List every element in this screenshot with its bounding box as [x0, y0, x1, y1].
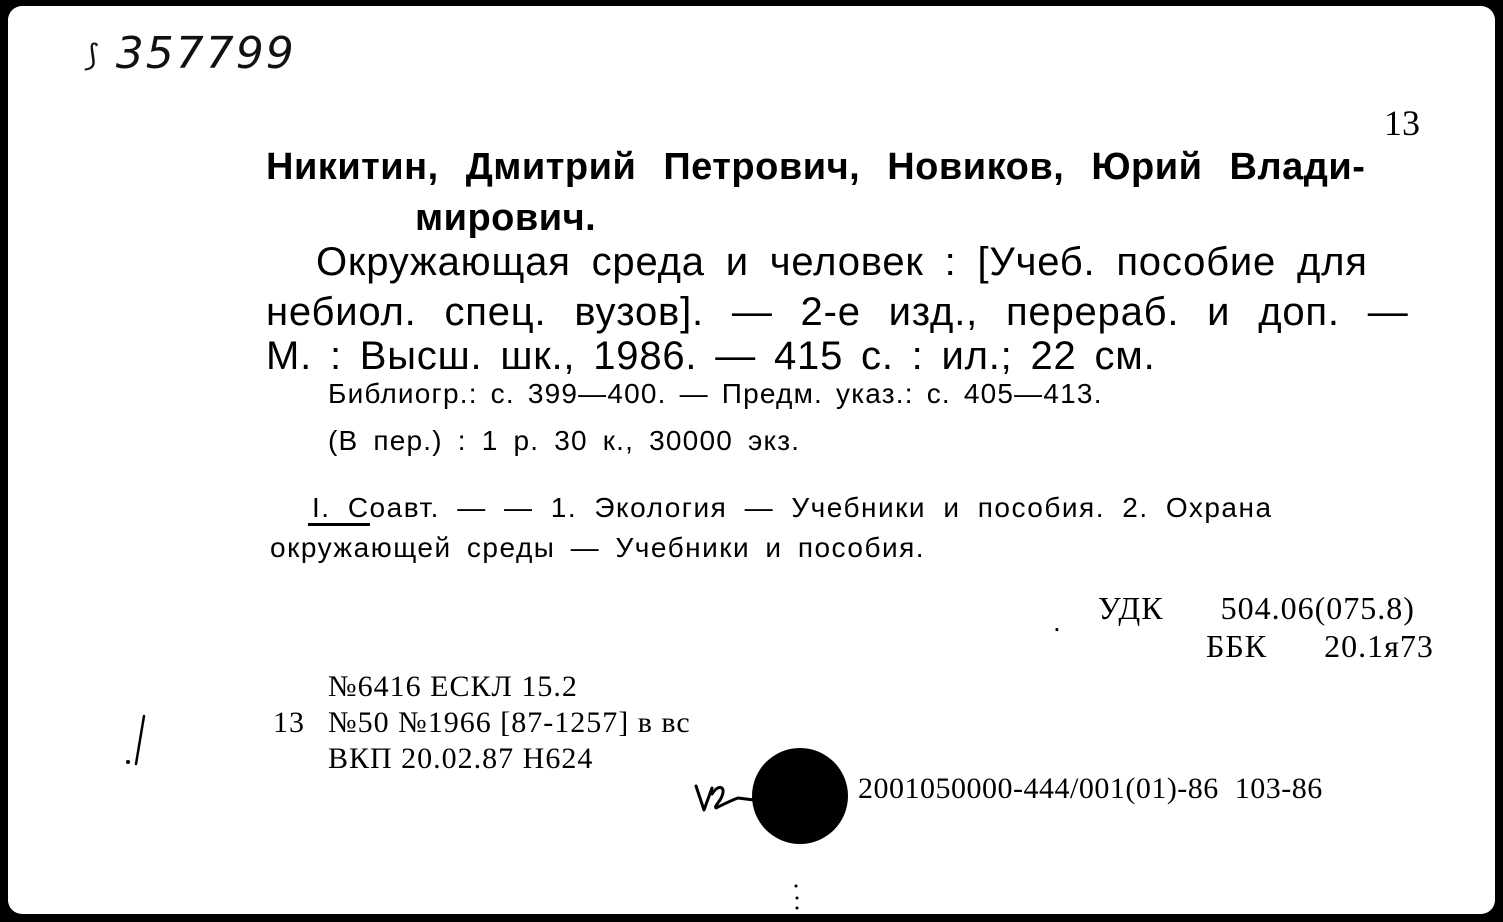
catalog-card [8, 6, 1495, 914]
catalog-line2: №50 №1966 [87-1257] в вс [328, 706, 691, 739]
handwritten-side-mark-icon [122, 712, 152, 777]
bbk-code: ББК 20.1я73 [1206, 628, 1434, 664]
dot-mark: . [1053, 606, 1061, 637]
handwritten-underline [308, 523, 370, 526]
catalog-line3: ВКП 20.02.87 Н624 [328, 742, 594, 775]
isbn-line: 2001050000-444/001(01)-86 103-86 [858, 772, 1323, 805]
handwritten-inventory-number: ⟆ 357799 [86, 28, 296, 79]
imprint-line: М. : Высш. шк., 1986. — 415 с. : ил.; 22 см. [266, 334, 1156, 378]
handwritten-mark: ⟆ [86, 38, 100, 74]
catalog-side-number: 13 [273, 706, 305, 739]
title-line2: небиол. спец. вузов]. — 2-е изд., перераб. и доп. — [266, 290, 1409, 334]
specks-icon [792, 882, 802, 914]
title-line1: Окружающая среда и человек : [Учеб. пособие для [316, 240, 1368, 284]
author-heading-line1: Никитин, Дмитрий Петрович, Новиков, Юрий Влади- [266, 146, 1366, 188]
catalog-line1: №6416 ЕСКЛ 15.2 [328, 670, 578, 703]
price-note: (В пер.) : 1 р. 30 к., 30000 экз. [328, 425, 801, 456]
bibliography-note: Библиогр.: с. 399—400. — Предм. указ.: с. 405—413. [328, 378, 1103, 409]
subject-headings-line2: окружающей среды — Учебники и пособия. [270, 532, 926, 563]
handwritten-initials-icon [692, 776, 762, 821]
author-heading-line2: мирович. [415, 197, 597, 239]
udk-code: УДК 504.06(075.8) [1098, 590, 1415, 626]
punched-hole [752, 748, 848, 844]
card-number: 13 [1384, 103, 1420, 143]
subject-headings-line1: I. Соавт. — — 1. Экология — Учебники и пособия. 2. Охрана [312, 492, 1273, 523]
